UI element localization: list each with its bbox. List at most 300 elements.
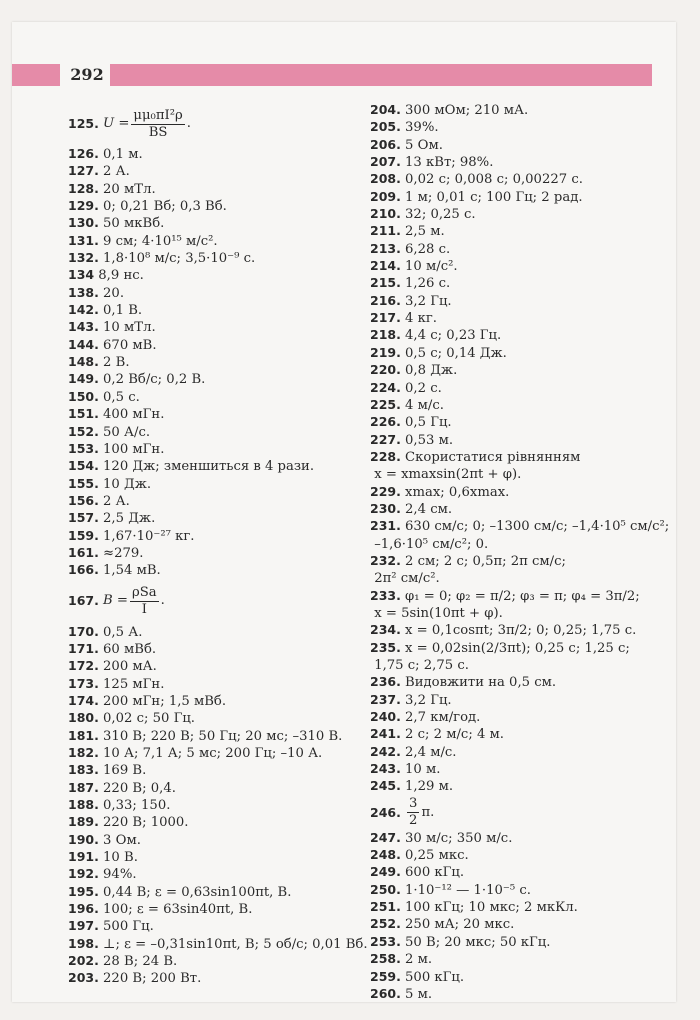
- formula-tail: .: [186, 115, 191, 131]
- formula-tail: .: [160, 593, 165, 609]
- answer-entry: [68, 641, 348, 658]
- answer-number: 260.: [370, 985, 401, 1001]
- answer-entry: [68, 624, 348, 641]
- answer-entry: [370, 466, 658, 483]
- answer-entry: [68, 658, 348, 675]
- answer-number: 219.: [370, 344, 401, 360]
- answer-entry: [68, 762, 348, 779]
- answer-entry: [370, 275, 658, 292]
- answer-number: 214.: [370, 258, 401, 274]
- answer-number: 170.: [68, 623, 99, 639]
- answers-column-left: [68, 102, 368, 988]
- answer-text: 2 м.: [405, 952, 433, 968]
- answer-text: 250 мА; 20 мкс.: [405, 917, 515, 933]
- answer-number: 138.: [68, 284, 99, 300]
- answer-text: 20.: [103, 285, 125, 301]
- answer-entry: [370, 171, 658, 188]
- answer-entry: [370, 241, 658, 258]
- answer-text: 100 кГц; 10 мкс; 2 мкКл.: [405, 900, 578, 916]
- answer-number: 207.: [370, 154, 401, 170]
- answer-number: 127.: [68, 163, 99, 179]
- answer-entry: [370, 605, 658, 622]
- answer-entry: [68, 528, 348, 545]
- answer-number: 142.: [68, 302, 99, 318]
- answer-entry: [370, 518, 670, 535]
- answer-text: 0,2 с.: [405, 380, 442, 396]
- answer-text: 0,02 с; 50 Гц.: [103, 711, 195, 727]
- answer-entry: [370, 397, 658, 414]
- answer-entry: [370, 258, 658, 275]
- answer-text: 220 В; 200 Вт.: [103, 971, 202, 987]
- answer-number: 174.: [68, 692, 99, 708]
- answer-number: 225.: [370, 396, 401, 412]
- answer-text: 4 кг.: [405, 311, 437, 327]
- answer-text: 10 А; 7,1 А; 5 мс; 200 Гц; –10 А.: [103, 746, 323, 761]
- answer-entry: [68, 728, 348, 745]
- answer-text: 400 мГн.: [103, 407, 165, 423]
- answer-number: 241.: [370, 726, 401, 742]
- answer-text: Скористатися рівнянням: [405, 449, 581, 465]
- answer-entry: [370, 709, 658, 726]
- answer-number: 246.: [370, 804, 401, 820]
- answer-entry: [370, 570, 658, 587]
- answer-text: 100 мГн.: [103, 441, 165, 457]
- answer-entry: [370, 327, 658, 344]
- answer-number: 217.: [370, 310, 401, 326]
- answer-number: 131.: [68, 232, 99, 248]
- answer-number: 234.: [370, 622, 401, 638]
- answer-entry: [370, 432, 658, 449]
- answer-entry: [370, 899, 658, 916]
- answer-text: 0,8 Дж.: [405, 363, 458, 379]
- answer-number: 171.: [68, 640, 99, 656]
- answer-text: 169 В.: [103, 763, 147, 779]
- answer-number: 258.: [370, 951, 401, 967]
- fraction-numerator: μμ₀πI²ρ: [133, 107, 183, 123]
- answer-entry: [68, 215, 348, 232]
- answer-text: 1,75 с; 2,75 с.: [374, 658, 469, 673]
- answer-number: 190.: [68, 831, 99, 847]
- answer-text: Видовжити на 0,5 см.: [405, 675, 557, 691]
- answer-text: 0,02 с; 0,008 с; 0,00227 с.: [405, 172, 583, 188]
- answer-entry: [370, 293, 658, 310]
- answer-entry: [370, 657, 658, 674]
- answer-number: 231.: [370, 518, 401, 534]
- answer-number: 245.: [370, 778, 401, 794]
- answer-number: 233.: [370, 587, 401, 603]
- answer-text: 1 м; 0,01 с; 100 Гц; 2 рад.: [405, 189, 583, 205]
- answer-number: 216.: [370, 292, 401, 308]
- answer-text: 0,33; 150.: [103, 798, 171, 814]
- fraction-numerator: 3: [409, 796, 418, 812]
- answer-text: 2,7 км/год.: [405, 710, 481, 726]
- answer-entry: [370, 882, 658, 899]
- answer-number: 249.: [370, 864, 401, 880]
- answer-text: 500 кГц.: [405, 969, 465, 985]
- answer-text: 0,44 В; ε = 0,63sin100πt, В.: [103, 884, 292, 900]
- answer-text: x = 0,02sin(2/3πt); 0,25 с; 1,25 с;: [405, 640, 630, 656]
- answer-text: 0,1 В.: [103, 303, 143, 319]
- answer-number: 248.: [370, 847, 401, 863]
- answer-number: 227.: [370, 431, 401, 447]
- answer-text: 0,5 А.: [103, 624, 143, 640]
- page-number: 292: [70, 65, 104, 84]
- answer-entry: [68, 935, 368, 953]
- answer-entry: [68, 580, 348, 624]
- answer-text: 4,4 с; 0,23 Гц.: [405, 328, 502, 344]
- answer-number: 144.: [68, 336, 99, 352]
- answer-number: 240.: [370, 709, 401, 725]
- answer-number: 205.: [370, 119, 401, 135]
- formula-lhs: B =: [103, 593, 128, 609]
- answer-text: 125 мГн.: [103, 676, 165, 692]
- answer-entry: [68, 102, 348, 146]
- answer-number: 252.: [370, 916, 401, 932]
- answer-text: 5 м.: [405, 986, 433, 1002]
- answer-text: 60 мВб.: [103, 641, 157, 657]
- answer-number: 156.: [68, 492, 99, 508]
- answer-entry: [68, 337, 348, 354]
- answer-text: 0,5 Гц.: [405, 415, 452, 431]
- answer-text: 2,4 м/с.: [405, 744, 457, 760]
- answer-entry: [370, 916, 658, 933]
- answer-text: 1,29 м.: [405, 779, 454, 795]
- answer-number: 195.: [68, 883, 99, 899]
- answer-number: 149.: [68, 371, 99, 387]
- answer-number: 173.: [68, 675, 99, 691]
- answer-number: 151.: [68, 406, 99, 422]
- fraction-denominator: I: [141, 602, 147, 618]
- answer-number: 134: [68, 267, 95, 283]
- answer-entry: [68, 406, 348, 423]
- answer-entry: [68, 953, 348, 970]
- answer-text: 2 А.: [103, 493, 130, 509]
- answer-number: 129.: [68, 198, 99, 214]
- answer-entry: [68, 302, 348, 319]
- answer-entry: [68, 918, 348, 935]
- answer-text: 10 Дж.: [103, 476, 152, 492]
- answer-number: 226.: [370, 414, 401, 430]
- page-header: [12, 64, 652, 86]
- answer-number: 218.: [370, 327, 401, 343]
- answer-entry: [370, 223, 658, 240]
- answer-text: 2,5 м.: [405, 224, 445, 240]
- answer-entry: [370, 864, 658, 881]
- answer-entry: [370, 380, 658, 397]
- answer-entry: [68, 319, 348, 336]
- answer-entry: [370, 761, 658, 778]
- answer-text: 0,25 мкс.: [405, 848, 469, 864]
- fraction: [131, 108, 184, 141]
- answer-entry: [370, 969, 658, 986]
- answer-text: 1,8·10⁸ м/с; 3,5·10⁻⁹ с.: [103, 251, 256, 267]
- header-band-right: [110, 64, 652, 86]
- answer-text: 3,2 Гц.: [405, 293, 452, 309]
- answer-number: 203.: [68, 970, 99, 986]
- answer-text: 10 мТл.: [103, 320, 156, 336]
- answer-entry: [370, 796, 658, 830]
- fraction-numerator: ρSa: [131, 585, 157, 601]
- formula-lhs: U =: [103, 115, 130, 131]
- answer-number: 128.: [68, 180, 99, 196]
- answer-entry: [68, 424, 348, 441]
- answer-number: 161.: [68, 544, 99, 560]
- answer-entry: [68, 389, 348, 406]
- answer-text: 220 В; 1000.: [103, 815, 189, 831]
- answer-number: 157.: [68, 510, 99, 526]
- answer-number: 220.: [370, 362, 401, 378]
- answer-entry: [68, 181, 348, 198]
- answer-text: –1,6·10⁵ см/с²; 0.: [374, 536, 489, 552]
- answer-text: 200 мА.: [103, 659, 157, 675]
- answer-entry: [370, 119, 658, 136]
- answer-number: 126.: [68, 146, 99, 161]
- answer-number: 211.: [370, 223, 401, 239]
- answer-entry: [370, 640, 658, 657]
- answer-text: 0,5 с.: [103, 389, 140, 405]
- answer-entry: [370, 951, 658, 968]
- answer-text: xmax; 0,6xmax.: [405, 484, 510, 500]
- answer-text: 50 мкВб.: [103, 216, 165, 232]
- answer-entry: [68, 866, 348, 883]
- answer-number: 237.: [370, 691, 401, 707]
- answer-text: 3,2 Гц.: [405, 692, 452, 708]
- answer-text: φ₁ = 0; φ₂ = π/2; φ₃ = π; φ₄ = 3π/2;: [405, 588, 640, 604]
- answer-entry: [68, 458, 348, 475]
- fraction-denominator: BS: [148, 124, 168, 140]
- answer-entry: [68, 970, 348, 987]
- answer-number: 235.: [370, 639, 401, 655]
- answer-number: 228.: [370, 448, 401, 464]
- answer-text: 670 мВ.: [103, 337, 157, 353]
- answer-entry: [370, 847, 658, 864]
- answer-entry: [68, 146, 348, 163]
- answer-number: 153.: [68, 440, 99, 456]
- answer-number: 232.: [370, 552, 401, 568]
- answer-entry: [370, 102, 658, 119]
- answer-entry: [68, 676, 348, 693]
- answer-text: 94%.: [103, 867, 137, 883]
- answer-number: 159.: [68, 527, 99, 543]
- answer-text: 0,53 м.: [405, 432, 454, 448]
- answer-number: 172.: [68, 658, 99, 674]
- answer-number: 187.: [68, 779, 99, 795]
- answer-entry: [370, 744, 658, 761]
- answer-text: 2,5 Дж.: [103, 511, 156, 527]
- answer-entry: [68, 545, 348, 562]
- answer-text: 630 см/с; 0; –1300 см/с; –1,4·10⁵ см/с²;: [405, 519, 670, 535]
- answer-text: 13 кВт; 98%.: [405, 155, 494, 171]
- answer-text: 30 м/с; 350 м/с.: [405, 830, 513, 846]
- answer-text: 120 Дж; зменшиться в 4 рази.: [103, 459, 315, 475]
- answer-entry: [68, 901, 348, 918]
- answer-text: 2π² см/с².: [374, 571, 440, 587]
- answer-number: 189.: [68, 814, 99, 830]
- answer-number: 247.: [370, 829, 401, 845]
- answer-text: 0; 0,21 Вб; 0,3 Вб.: [103, 199, 227, 215]
- answer-number: 259.: [370, 968, 401, 984]
- answer-text: 2 А.: [103, 164, 130, 180]
- answer-text: 9 см; 4·10¹⁵ м/с².: [103, 233, 218, 249]
- answer-text: 600 кГц.: [405, 865, 465, 881]
- answers-column-right: [370, 102, 670, 1003]
- answer-text: 220 В; 0,4.: [103, 780, 176, 796]
- answer-text: 8,9 нс.: [98, 268, 144, 284]
- answer-number: 243.: [370, 761, 401, 777]
- answer-number: 209.: [370, 188, 401, 204]
- answer-number: 196.: [68, 901, 99, 917]
- answer-number: 230.: [370, 500, 401, 516]
- answer-text: ⊥; ε = –0,31sin10πt, В; 5 об/с; 0,01 Вб.: [103, 936, 368, 952]
- answer-entry: [68, 233, 348, 250]
- answer-text: 0,2 Вб/с; 0,2 В.: [103, 372, 206, 388]
- answer-text: 4 м/с.: [405, 397, 444, 413]
- answer-entry: [68, 198, 348, 215]
- answer-text: 2 см; 2 с; 0,5π; 2π см/с;: [405, 553, 566, 569]
- answer-text: 1,54 мВ.: [103, 563, 161, 579]
- answer-text: x = 5sin(10πt + φ).: [374, 605, 503, 621]
- answer-text: 10 м/с².: [405, 259, 458, 275]
- answer-entry: [68, 441, 348, 458]
- answer-entry: [68, 493, 348, 510]
- answer-entry: [370, 830, 658, 847]
- answer-text: ≈279.: [103, 545, 144, 561]
- answer-text: 100; ε = 63sin40πt, В.: [103, 902, 253, 918]
- answer-entry: [68, 267, 348, 284]
- answer-number: 210.: [370, 206, 401, 222]
- answer-entry: [370, 553, 658, 570]
- answer-text: 1,67·10⁻²⁷ кг.: [103, 528, 195, 544]
- answer-entry: [370, 934, 658, 951]
- answer-number: 180.: [68, 710, 99, 726]
- answer-number: 191.: [68, 849, 99, 865]
- answer-number: 224.: [370, 379, 401, 395]
- answer-number: 181.: [68, 727, 99, 743]
- answer-text: 310 В; 220 В; 50 Гц; 20 мс; –310 В.: [103, 728, 343, 744]
- answer-entry: [370, 206, 658, 223]
- answer-entry: [370, 501, 658, 518]
- answer-text: x = 0,1cosπt; 3π/2; 0; 0,25; 1,75 с.: [405, 623, 637, 639]
- answer-entry: [68, 562, 348, 579]
- answer-entry: [370, 189, 658, 206]
- answer-entry: [370, 622, 658, 639]
- answer-entry: [68, 371, 348, 388]
- answer-text: 20 мТл.: [103, 181, 156, 197]
- fraction: [130, 585, 159, 618]
- answer-number: 192.: [68, 866, 99, 882]
- answer-entry: [68, 745, 348, 762]
- answer-entry: [370, 778, 658, 795]
- answer-text: 1,26 с.: [405, 276, 451, 292]
- answer-number: 236.: [370, 674, 401, 690]
- answer-entry: [370, 674, 658, 691]
- answer-entry: [68, 476, 348, 493]
- answer-entry: [68, 693, 348, 710]
- answer-text: 1·10⁻¹² — 1·10⁻⁵ с.: [405, 882, 531, 898]
- answer-number: 132.: [68, 250, 99, 266]
- answer-text: 10 В.: [103, 850, 138, 866]
- answer-text: 2 с; 2 м/с; 4 м.: [405, 727, 504, 743]
- answer-entry: [68, 354, 348, 371]
- answer-entry: [370, 588, 658, 605]
- answer-entry: [370, 484, 658, 501]
- answer-entry: [370, 414, 658, 431]
- answer-number: 143.: [68, 319, 99, 335]
- answer-entry: [68, 163, 348, 180]
- answer-text: 28 В; 24 В.: [103, 954, 178, 970]
- answer-number: 130.: [68, 215, 99, 231]
- answer-number: 152.: [68, 423, 99, 439]
- answer-entry: [68, 510, 348, 527]
- answer-number: 202.: [68, 953, 99, 969]
- answer-number: 197.: [68, 918, 99, 934]
- answer-number: 188.: [68, 797, 99, 813]
- answer-text: 2,4 см.: [405, 501, 453, 517]
- answer-text: 50 В; 20 мкс; 50 кГц.: [405, 934, 551, 950]
- answer-text: 50 А/с.: [103, 424, 151, 440]
- answer-text: 0,1 м.: [103, 147, 143, 162]
- answer-number: 167.: [68, 593, 99, 609]
- header-band-left: [12, 64, 60, 86]
- answer-number: 125.: [68, 115, 99, 131]
- answer-entry: [68, 814, 348, 831]
- answer-text: 300 мОм; 210 мА.: [405, 103, 529, 118]
- formula-tail: π.: [421, 804, 435, 820]
- answer-number: 208.: [370, 171, 401, 187]
- fraction: [407, 796, 419, 829]
- answer-number: 150.: [68, 388, 99, 404]
- answer-number: 251.: [370, 899, 401, 915]
- answer-entry: [370, 726, 658, 743]
- answer-entry: [370, 137, 658, 154]
- answer-entry: [68, 250, 348, 267]
- answer-entry: [68, 710, 348, 727]
- answer-text: 0,5 с; 0,14 Дж.: [405, 345, 507, 361]
- answer-number: 166.: [68, 562, 99, 578]
- answer-number: 204.: [370, 102, 401, 117]
- answer-entry: [370, 449, 658, 466]
- answer-entry: [68, 285, 348, 302]
- answer-entry: [370, 692, 658, 709]
- answer-text: 200 мГн; 1,5 мВб.: [103, 693, 227, 709]
- answer-text: x = xmaxsin(2πt + φ).: [374, 467, 522, 483]
- answer-number: 242.: [370, 743, 401, 759]
- answer-entry: [68, 780, 348, 797]
- answer-number: 206.: [370, 136, 401, 152]
- answer-entry: [370, 986, 658, 1003]
- answer-entry: [370, 362, 658, 379]
- answer-entry: [370, 154, 658, 171]
- answer-number: 250.: [370, 881, 401, 897]
- answer-number: 183.: [68, 762, 99, 778]
- answer-number: 229.: [370, 483, 401, 499]
- answer-text: 3 Ом.: [103, 832, 141, 848]
- answer-text: 500 Гц.: [103, 919, 154, 935]
- answer-number: 253.: [370, 933, 401, 949]
- answer-text: 10 м.: [405, 762, 441, 778]
- answer-text: 5 Ом.: [405, 137, 443, 153]
- answer-text: 6,28 с.: [405, 241, 451, 257]
- answer-number: 154.: [68, 458, 99, 474]
- answer-entry: [68, 797, 348, 814]
- fraction-denominator: 2: [409, 813, 418, 829]
- answer-entry: [68, 884, 348, 901]
- answer-number: 148.: [68, 354, 99, 370]
- answer-entry: [370, 310, 658, 327]
- answer-number: 213.: [370, 240, 401, 256]
- answer-entry: [370, 536, 658, 553]
- answer-entry: [68, 849, 348, 866]
